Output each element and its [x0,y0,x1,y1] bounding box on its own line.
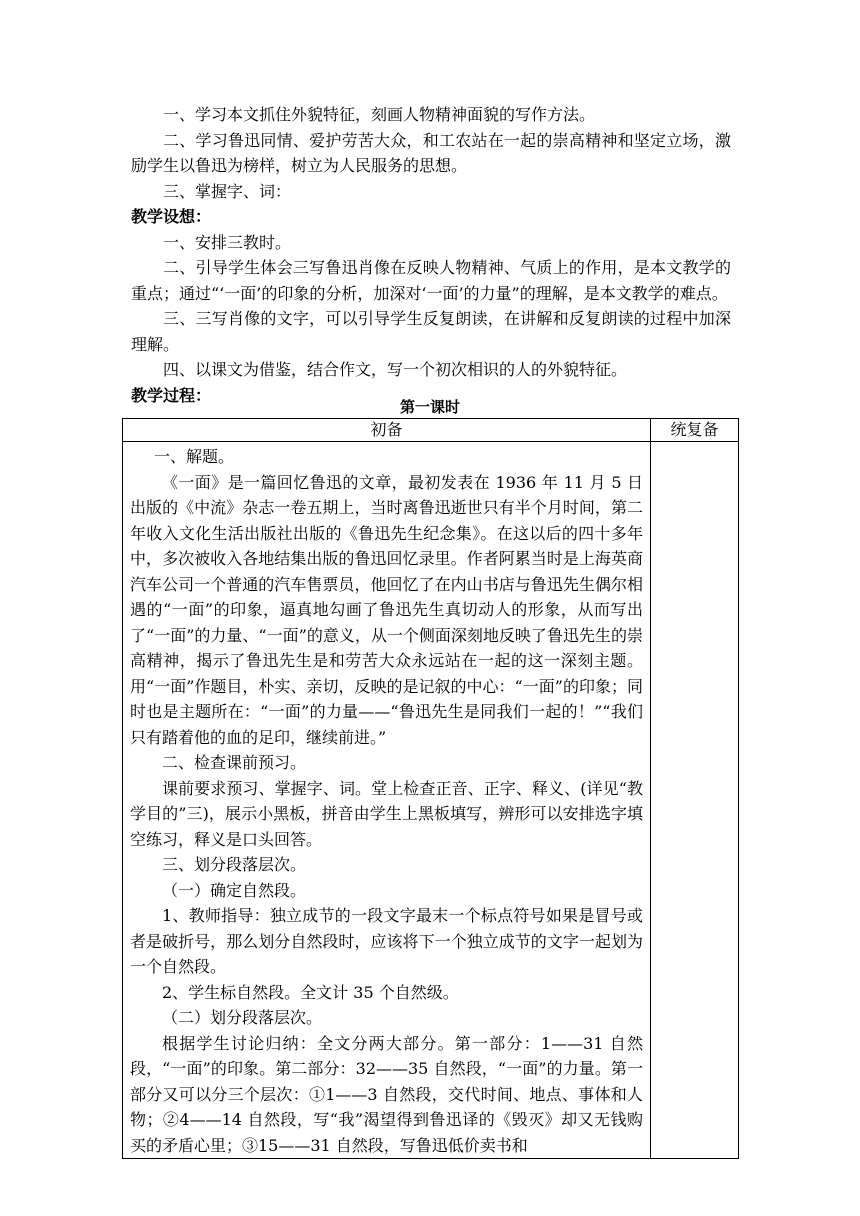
design-item-1: 一、安排三教时。 [163,232,292,252]
content-paragraph: 一、解题。 [154,447,235,466]
content-paragraph: 根据学生讨论归纳：全文分两大部分。第一部分：1——31 自然段，“一面”的印象。第二部分：32——35 自然段，“一面”的力量。第一部分又可以分三个层次：①1——3 自然段，交代时间、地点、事体和人物；②4——14 自然段，写“我”渴望得到鲁迅译的《毁灭》却又无钱购买的矛盾心里；③15——31 自然段，写鲁迅低价卖书和 [130,1033,643,1155]
content-paragraph: 1、教师指导：独立成节的一段文字最末一个标点符号如果是冒号或者是破折号，那么划分自然段时，应该将下一个独立成节的文字一起划为一个自然段。 [130,906,643,976]
objective-3: 三、掌握字、词： [163,181,292,201]
design-item-3: 三、三写肖像的文字，可以引导学生反复朗读，在讲解和反复朗读的过程中加深理解。 [131,309,731,354]
objective-1: 一、学习本文抓住外貌特征，刻画人物精神面貌的写作方法。 [163,105,596,124]
column-header-draft: 初备 [123,419,651,442]
content-paragraph: （二）划分段落层次。 [162,1008,323,1027]
design-heading: 教学设想： [131,207,212,226]
process-heading: 教学过程： [131,385,212,405]
content-paragraph: （一）确定自然段。 [162,880,307,900]
content-paragraph: 2、学生标自然段。全文计 35 个自然级。 [162,982,459,1002]
table-body-row [123,442,739,1159]
objective-2: 二、学习鲁迅同情、爱护劳苦大众，和工农站在一起的崇高精神和坚定立场，激励学生以鲁迅为榜样，树立为人民服务的思想。 [131,130,731,175]
column-header-review: 统复备 [651,419,739,442]
lesson-title: 第一课时 [399,398,460,416]
lesson-intro [131,102,731,408]
lesson-plan-table [122,418,739,1159]
draft-content-cell [123,442,651,1159]
table-header-row [123,419,739,442]
content-paragraph: 三、划分段落层次。 [162,855,307,874]
design-item-4: 四、以课文为借鉴，结合作文，写一个初次相识的人的外貌特征。 [163,360,628,379]
content-paragraph: 二、检查课前预习。 [162,753,307,772]
content-paragraph: 《一面》是一篇回忆鲁迅的文章，最初发表在 1936 年 11 月 5 日出版的《中流》杂志一卷五期上，当时离鲁迅逝世只有半个月时间，第二年收入文化生活出版社出版的《鲁迅先生纪念集》。在这以后的四十多年中，多次被收入各地结集出版的鲁迅回忆录里。作者阿累当时是上海英商汽车公司一个普通的汽车售票员，他回忆了在内山书店与鲁迅先生偶尔相遇的“一面”的印象，逼真地勾画了鲁迅先生真切动人的形象，从而写出了“一面”的力量、“一面”的意义，从一个侧面深刻地反映了鲁迅先生的崇高精神，揭示了鲁迅先生是和劳苦大众永远站在一起的这一深刻主题。用“一面”作题目，朴实、亲切，反映的是记叙的中心：“一面”的印象；同时也是主题所在：“一面”的力量——“鲁迅先生是同我们一起的！”“我们只有踏着他的血的足印，继续前进。” [130,472,643,747]
design-item-2: 二、引导学生体会三写鲁迅肖像在反映人物精神、气质上的作用，是本文教学的重点；通过“‘一面’的印象的分析，加深对‘一面’的力量”的理解，是本文教学的难点。 [131,258,731,303]
content-paragraph: 课前要求预习、掌握字、词。堂上检查正音、正字、释义、(详见“教学目的”三)，展示小黑板，拼音由学生上黑板填写，辨形可以安排选字填空练习，释义是口头回答。 [130,778,643,849]
review-notes-cell [651,442,739,1159]
